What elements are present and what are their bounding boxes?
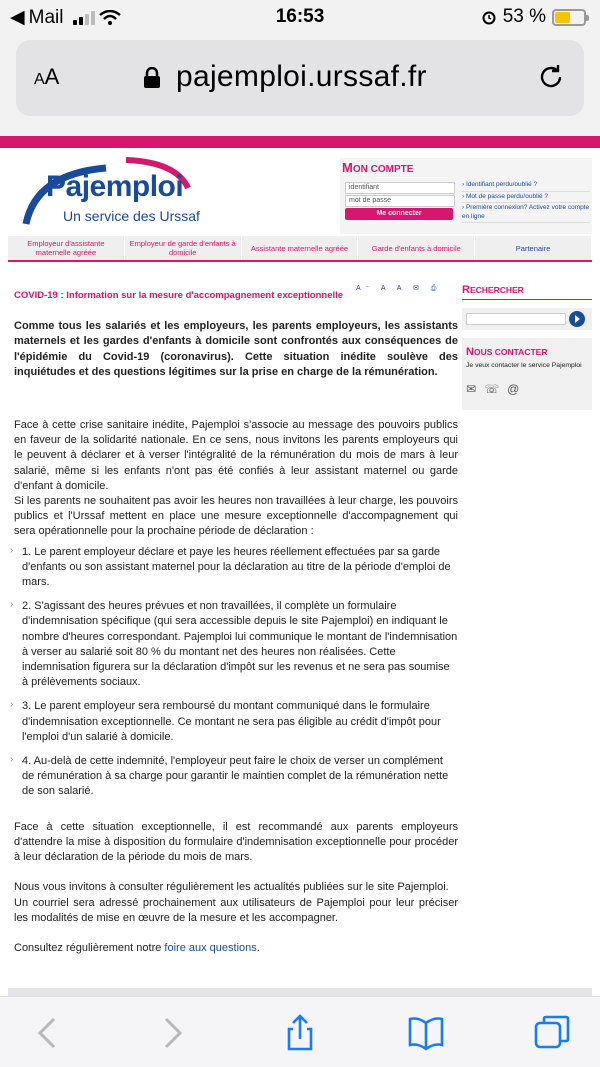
share-icon[interactable] <box>280 1013 320 1053</box>
paragraph: Face à cette situation exceptionnelle, il est recommandé aux parents employeurs d'attendre la mise à disposition du formulaire d'indemnisation exceptionnelle pour procéder à leur déclaration de la période du mois de mars. <box>14 820 458 864</box>
activate-account-link[interactable]: › Première connexion? Activez votre compte en ligne <box>462 203 590 223</box>
nav-employer-home-care[interactable]: Employeur de garde d'enfants à domicile <box>125 236 242 260</box>
browser-chrome <box>0 34 600 136</box>
bookmarks-icon[interactable] <box>406 1013 446 1053</box>
list-item: › 2. S'agissant des heures prévues et non travaillées, il complète un formulaire d'indemnisation spécifique (qui sera accessible depuis le site Pajemploi) en indiquant le nombre d'heures correspondant. Pajemploi lui communique le montant de l'indemnisation à verser au salarié soit 80 % du montant net des heures non réalisées. Cette indemnisation figurera sur la déclaration d'impôt sur les revenus et ne sera pas soumise à prélèvements sociaux. <box>14 599 458 690</box>
nav-employer-assistant[interactable]: Employeur d'assistante maternelle agréée <box>8 236 125 260</box>
status-bar <box>0 0 600 34</box>
back-icon[interactable] <box>28 1013 68 1053</box>
tabs-icon[interactable] <box>532 1013 572 1053</box>
nav-home-care[interactable]: Garde d'enfants à domicile <box>358 236 475 260</box>
list-item: › 3. Le parent employeur sera remboursé du montant communiqué dans le formulaire d'indemnisation exceptionnelle. Ce montant ne sera pas éligible au crédit d'impôt pour l'emploi d'un salarié à domicile. <box>14 699 458 745</box>
paragraph: Un courriel sera adressé prochainement aux utilisateurs de Pajemploi pour leur préciser les modalités de mise en œuvre de la mesure et les accompagner. <box>14 896 458 924</box>
reload-icon[interactable] <box>536 62 566 92</box>
url-text[interactable]: pajemploi.urssaf.fr <box>176 60 427 93</box>
browser-toolbar <box>0 996 600 1067</box>
clock: 16:53 <box>275 6 325 27</box>
lock-icon <box>142 67 162 89</box>
forward-icon[interactable] <box>152 1013 192 1053</box>
status-right <box>481 6 586 28</box>
article <box>14 288 458 956</box>
site-top-band <box>0 136 600 148</box>
account-box <box>340 158 592 234</box>
article-title: COVID-19 : Information sur la mesure d'accompagnement exceptionnelle <box>14 290 344 301</box>
main-nav <box>8 236 592 262</box>
contact-box <box>462 338 592 410</box>
nav-partner[interactable]: Partenaire <box>475 236 592 260</box>
battery-percent: 53 % <box>502 6 546 27</box>
forgot-password-link[interactable]: › Mot de passe perdu/oublié ? <box>462 192 590 204</box>
username-input[interactable]: identifiant <box>345 182 455 194</box>
contact-text: Je veux contacter le service Pajemploi <box>466 362 582 369</box>
faq-link[interactable]: foire aux questions <box>164 941 257 954</box>
carrier-label[interactable]: Mail <box>28 6 64 28</box>
battery-icon <box>552 9 586 26</box>
address-bar[interactable] <box>16 40 584 116</box>
list-item: › 4. Au-delà de cette indemnité, l'employeur peut faire le choix de verser un complément de rémunération à sa charge pour garantir le maintien complet de la rémunération nette de son salarié. <box>14 754 458 800</box>
search-go-icon[interactable] <box>569 311 585 327</box>
login-button[interactable]: Me connecter <box>345 208 453 220</box>
contact-title: NOUS CONTACTER <box>466 346 548 358</box>
paragraph: Nous vous invitons à consulter régulièrement les actualités publiées sur le site Pajemploi. <box>14 881 449 894</box>
search-box <box>462 308 592 330</box>
nav-assistant[interactable]: Assistante maternelle agréée <box>242 236 359 260</box>
list-item: › 1. Le parent employeur déclare et paye les heures réellement effectuées par sa garde d'enfants ou son assistant maternel pour la déclaration au titre de la période d'emploi de mars. <box>14 545 458 591</box>
site-page <box>8 148 592 988</box>
password-input[interactable]: mot de passe <box>345 195 455 207</box>
faq-paragraph: Consultez régulièrement notre foire aux questions. <box>14 941 260 954</box>
account-links <box>462 180 590 223</box>
text-size-button[interactable]: AA <box>34 64 60 89</box>
paragraph: Face à cette crise sanitaire inédite, Pajemploi s'associe au message des pouvoirs publics en faveur de la solidarité nationale. En ce sens, nous invitons les parents employeurs qui le peuvent à déclarer et à verser l'intégralité de la rémunération du mois de mars à leur salarié, même si les enfants n'ont pas été confiés à leur assistant maternel ou garde d'enfant à domicile. <box>14 419 458 492</box>
back-to-app-icon[interactable]: ◀ <box>10 7 25 28</box>
text-tools[interactable]: A⁻ A A ✉ ⎙ <box>356 285 442 292</box>
forgot-id-link[interactable]: › Identifiant perdu/oublié ? <box>462 180 590 192</box>
at-icon[interactable]: @ <box>507 382 520 396</box>
article-lead: Comme tous les salariés et les employeurs, les parents employeurs, les assistants maternels et les gardes d'enfants à domicile sont confrontés aux conséquences de l'épidémie du Covid-19 (coronavirus). Cette situation inédite soulève des inquiétudes et des questions légitimes sur la prise en charge de la rémunération. <box>14 320 458 378</box>
logo-subtitle: Un service des Urssaf <box>63 208 200 224</box>
site-header <box>8 148 592 234</box>
sidebar <box>462 284 592 410</box>
paragraph: Si les parents ne souhaitent pas avoir les heures non travaillées à leur charge, les pouvoirs publics et l'Urssaf mettent en place une mesure exceptionnelle d'accompagnement qui sera opérationnelle pour la prochaine période de déclaration : <box>14 495 458 538</box>
logo-title[interactable]: Pajemploi <box>46 170 184 203</box>
alarm-icon <box>481 9 497 25</box>
search-input[interactable] <box>466 313 566 325</box>
account-title: MON COMPTE <box>342 160 414 175</box>
phone-icon[interactable]: ☏ <box>484 382 500 396</box>
contact-icons <box>466 382 519 396</box>
search-title: RECHERCHER <box>462 284 592 300</box>
site-footer-strip <box>8 988 592 996</box>
mail-icon[interactable]: ✉ <box>466 382 477 396</box>
